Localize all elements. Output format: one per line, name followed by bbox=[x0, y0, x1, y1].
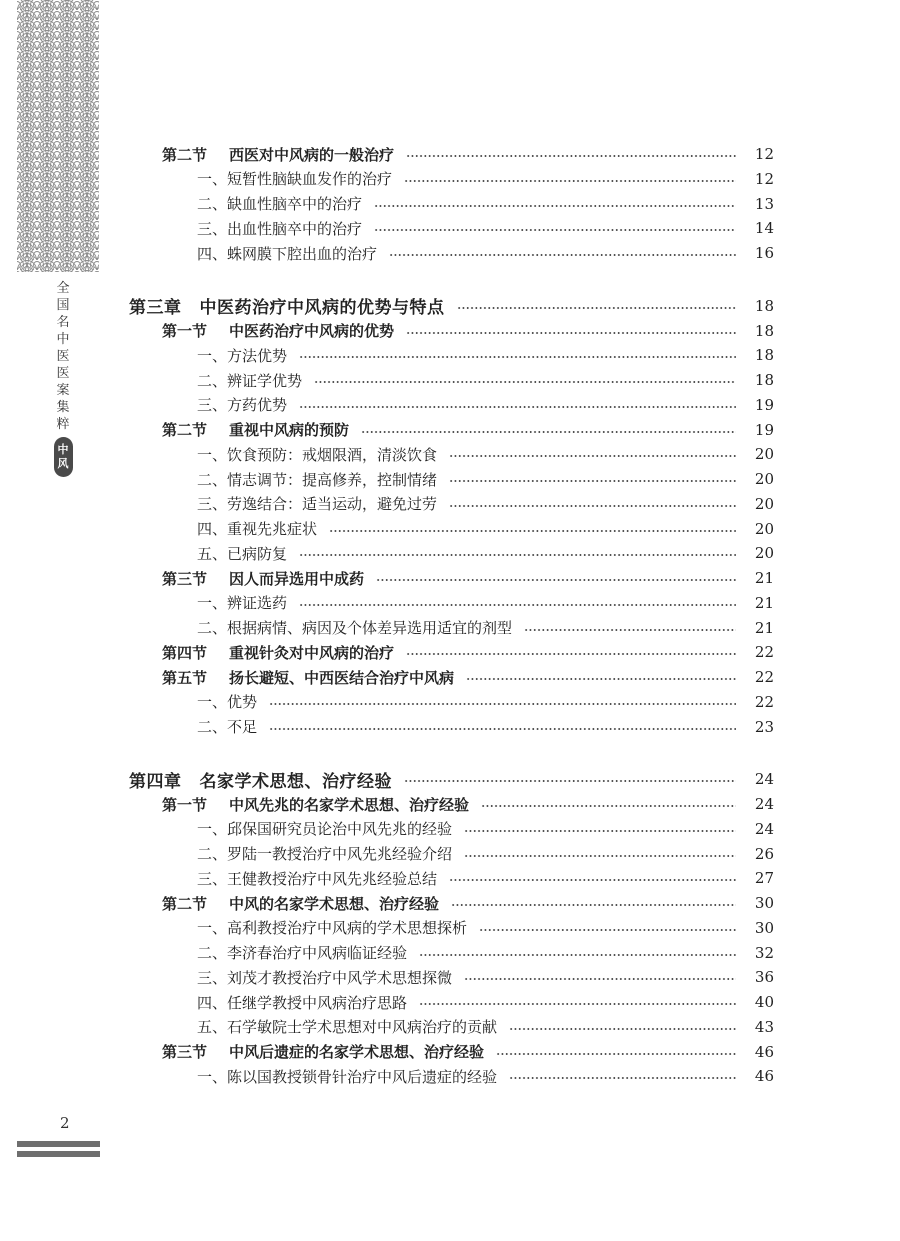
toc-entry-label bbox=[0, 917, 467, 938]
dot-leader bbox=[449, 505, 736, 507]
page-number: 2 bbox=[60, 1114, 70, 1132]
toc-page-number: 12 bbox=[754, 145, 774, 163]
dot-leader bbox=[496, 1053, 736, 1055]
toc-entry-title: 中风先兆的名家学术思想、治疗经验 bbox=[229, 795, 470, 814]
toc-page-number: 36 bbox=[754, 968, 774, 987]
toc-entry-title: 三、刘茂才教授治疗中风学术思想探微 bbox=[197, 968, 453, 987]
toc-entry-label bbox=[0, 243, 377, 264]
toc-entry-label bbox=[0, 293, 445, 318]
dot-leader bbox=[464, 978, 736, 980]
toc-entry-title: 重视中风病的预防 bbox=[229, 421, 350, 439]
toc-entry-number: 第四节 bbox=[162, 643, 208, 662]
series-title-char: 医 bbox=[56, 366, 70, 381]
toc-entry-label bbox=[0, 868, 437, 889]
dot-leader bbox=[374, 229, 736, 231]
toc-page-number: 26 bbox=[754, 844, 774, 863]
toc-page-number: 16 bbox=[754, 244, 774, 262]
toc-section-entry[interactable] bbox=[0, 639, 900, 665]
dot-leader bbox=[299, 406, 736, 408]
toc-page-number: 32 bbox=[754, 943, 774, 962]
toc-chapter-entry[interactable] bbox=[0, 293, 900, 319]
toc-page-number: 18 bbox=[754, 321, 774, 340]
dot-leader bbox=[404, 180, 736, 182]
toc-entry-label bbox=[0, 592, 287, 613]
toc-entry-number: 第四章 bbox=[129, 771, 182, 792]
dot-leader bbox=[466, 678, 736, 680]
dot-leader bbox=[449, 480, 736, 482]
dot-leader bbox=[314, 381, 736, 383]
toc-entry-title: 重视针灸对中风病的治疗 bbox=[229, 643, 395, 662]
toc-entry-label bbox=[0, 843, 452, 864]
toc-entry-label bbox=[0, 444, 437, 465]
dot-leader bbox=[389, 254, 736, 256]
toc-entry-title: 一、陈以国教授锁骨针治疗中风后遗症的经验 bbox=[197, 1067, 498, 1086]
toc-entry-label bbox=[0, 518, 317, 539]
toc-entry-title: 三、王健教授治疗中风先兆经验总结 bbox=[197, 869, 438, 888]
toc-item-entry[interactable] bbox=[0, 964, 900, 990]
toc-page-number: 18 bbox=[754, 296, 774, 315]
series-title-char: 集 bbox=[56, 400, 70, 415]
toc-entry-number: 第一节 bbox=[162, 322, 208, 340]
toc-entry-title: 四、蛛网膜下腔出血的治疗 bbox=[197, 244, 378, 263]
toc-entry-label bbox=[0, 1016, 497, 1037]
toc-entry-title: 二、罗陆一教授治疗中风先兆经验介绍 bbox=[197, 845, 453, 863]
toc-section-entry[interactable] bbox=[0, 417, 900, 443]
toc-entry-title: 一、饮食预防：戒烟限酒，清淡饮食 bbox=[197, 445, 438, 464]
toc-section-entry[interactable] bbox=[0, 141, 900, 167]
dot-leader bbox=[406, 653, 736, 655]
toc-entry-label bbox=[0, 967, 452, 988]
toc-entry-label bbox=[0, 767, 392, 792]
toc-entry-title: 四、重视先兆症状 bbox=[197, 520, 318, 538]
toc-page-number: 14 bbox=[754, 219, 774, 238]
toc-entry-label bbox=[0, 691, 257, 712]
toc-entry-title: 一、辨证选药 bbox=[197, 594, 288, 613]
toc-section-entry[interactable] bbox=[0, 1039, 900, 1065]
toc-entry-number: 第三节 bbox=[162, 1043, 208, 1061]
toc-item-entry[interactable] bbox=[0, 915, 900, 941]
toc-entry-label bbox=[0, 818, 452, 839]
dot-leader bbox=[419, 954, 736, 956]
toc-item-entry[interactable] bbox=[0, 989, 900, 1015]
toc-entry-number: 第三节 bbox=[162, 569, 208, 588]
toc-item-entry[interactable] bbox=[0, 392, 900, 418]
toc-chapter-entry[interactable] bbox=[0, 766, 900, 792]
toc-page-number: 24 bbox=[754, 819, 774, 838]
series-badge-char: 风 bbox=[57, 457, 69, 470]
dot-leader bbox=[464, 830, 736, 832]
toc-item-entry[interactable] bbox=[0, 940, 900, 966]
toc-entry-label bbox=[0, 218, 362, 239]
toc-entry-title: 一、方法优势 bbox=[197, 346, 288, 365]
toc-entry-label bbox=[0, 642, 394, 663]
toc-page-number: 40 bbox=[754, 993, 774, 1011]
toc-item-entry[interactable] bbox=[0, 1014, 900, 1040]
dot-leader bbox=[457, 307, 737, 309]
toc-entry-label bbox=[0, 345, 287, 366]
dot-leader bbox=[451, 904, 736, 906]
toc-section-entry[interactable] bbox=[0, 791, 900, 817]
series-title-char: 医 bbox=[56, 349, 70, 364]
dot-leader bbox=[299, 356, 736, 358]
toc-entry-title: 二、辨证学优势 bbox=[197, 371, 303, 390]
toc-entry-label bbox=[0, 144, 394, 165]
toc-item-entry[interactable] bbox=[0, 166, 900, 192]
toc-page-number: 13 bbox=[754, 194, 774, 213]
toc-entry-title: 二、情志调节：提高修养，控制情绪 bbox=[197, 470, 438, 489]
dot-leader bbox=[509, 1077, 736, 1079]
toc-page-number: 30 bbox=[754, 918, 774, 937]
toc-entry-number: 第三章 bbox=[129, 298, 182, 319]
toc-page-number: 43 bbox=[754, 1017, 774, 1036]
toc-section-entry[interactable] bbox=[0, 890, 900, 916]
toc-page-number: 19 bbox=[754, 420, 774, 439]
toc-entry-label bbox=[0, 543, 287, 564]
dot-leader bbox=[419, 1003, 736, 1005]
toc-entry-number: 第二节 bbox=[162, 894, 208, 913]
toc-entry-label bbox=[0, 419, 349, 440]
toc-page-number: 19 bbox=[754, 395, 774, 414]
toc-entry-title: 五、已病防复 bbox=[197, 544, 288, 563]
toc-item-entry[interactable] bbox=[0, 816, 900, 842]
toc-entry-title: 西医对中风病的一般治疗 bbox=[229, 145, 395, 164]
toc-item-entry[interactable] bbox=[0, 590, 900, 616]
toc-page-number: 21 bbox=[754, 618, 774, 637]
toc-page-number: 22 bbox=[754, 692, 774, 711]
toc-entry-title: 三、出血性脑卒中的治疗 bbox=[197, 219, 363, 238]
toc-entry-label bbox=[0, 493, 437, 514]
dot-leader bbox=[509, 1028, 736, 1030]
dot-leader bbox=[464, 855, 736, 857]
toc-page-number: 12 bbox=[754, 169, 774, 188]
toc-entry-number: 第五节 bbox=[162, 668, 208, 687]
toc-page-number: 21 bbox=[754, 569, 774, 587]
dot-leader bbox=[299, 554, 736, 556]
toc-page-number: 30 bbox=[754, 894, 774, 912]
toc-entry-label bbox=[0, 320, 394, 341]
toc-entry-title: 二、李济春治疗中风病临证经验 bbox=[197, 944, 408, 962]
toc-item-entry[interactable] bbox=[0, 215, 900, 241]
dot-leader bbox=[404, 780, 736, 782]
series-title-char: 全 bbox=[56, 281, 70, 296]
toc-page-number: 20 bbox=[754, 494, 774, 513]
toc-entry-label bbox=[0, 568, 364, 589]
toc-item-entry[interactable] bbox=[0, 865, 900, 891]
dot-leader bbox=[479, 929, 736, 931]
toc-item-entry[interactable] bbox=[0, 516, 900, 542]
toc-page-number: 18 bbox=[754, 371, 774, 389]
toc-entry-label bbox=[0, 370, 302, 391]
toc-entry-title: 一、短暂性脑缺血发作的治疗 bbox=[197, 170, 393, 189]
series-title-char: 国 bbox=[56, 298, 70, 313]
dot-leader bbox=[269, 703, 736, 705]
dot-leader bbox=[329, 530, 736, 532]
toc-page-number: 18 bbox=[754, 346, 774, 365]
dot-leader bbox=[524, 629, 736, 631]
dot-leader bbox=[449, 879, 736, 881]
dot-leader bbox=[299, 604, 736, 606]
footer-decoration-bars bbox=[17, 1141, 100, 1157]
toc-section-entry[interactable] bbox=[0, 318, 900, 344]
toc-item-entry[interactable] bbox=[0, 714, 900, 740]
series-title-char: 名 bbox=[56, 315, 70, 330]
toc-item-entry[interactable] bbox=[0, 466, 900, 492]
toc-page-number: 20 bbox=[754, 470, 774, 488]
toc-entry-title: 中医药治疗中风病的优势与特点 bbox=[199, 298, 445, 319]
toc-entry-title: 扬长避短、中西医结合治疗中风病 bbox=[229, 668, 455, 687]
toc-entry-title: 三、劳逸结合：适当运动，避免过劳 bbox=[197, 495, 438, 514]
toc-page-number: 22 bbox=[754, 643, 774, 662]
toc-entry-label bbox=[0, 617, 512, 638]
toc-item-entry[interactable] bbox=[0, 240, 900, 266]
toc-entry-title: 五、石学敏院士学术思想对中风病治疗的贡献 bbox=[197, 1018, 498, 1037]
toc-page-number: 46 bbox=[754, 1042, 774, 1061]
toc-item-entry[interactable] bbox=[0, 441, 900, 467]
toc-entry-title: 二、不足 bbox=[197, 718, 258, 736]
toc-entry-label bbox=[0, 942, 407, 963]
toc-entry-label bbox=[0, 1066, 497, 1087]
toc-section-entry[interactable] bbox=[0, 565, 900, 591]
toc-page-number: 20 bbox=[754, 544, 774, 563]
toc-entry-title: 二、根据病情、病因及个体差异选用适宜的剂型 bbox=[197, 619, 513, 637]
series-title-char: 案 bbox=[56, 383, 70, 398]
dot-leader bbox=[449, 455, 736, 457]
toc-entry-title: 中风后遗症的名家学术思想、治疗经验 bbox=[229, 1043, 485, 1061]
toc-entry-number: 第二节 bbox=[162, 145, 208, 164]
toc-page-number: 20 bbox=[754, 445, 774, 464]
toc-page-number: 24 bbox=[754, 770, 774, 789]
toc-page-number: 23 bbox=[754, 717, 774, 736]
toc-page-number: 46 bbox=[754, 1067, 774, 1086]
dot-leader bbox=[406, 155, 736, 157]
toc-entry-label bbox=[0, 893, 439, 914]
toc-entry-label bbox=[0, 469, 437, 490]
dot-leader bbox=[406, 332, 736, 334]
toc-entry-label bbox=[0, 394, 287, 415]
toc-page-number: 22 bbox=[754, 668, 774, 686]
dot-leader bbox=[361, 431, 736, 433]
toc-entry-label bbox=[0, 193, 362, 214]
toc-entry-number: 第二节 bbox=[162, 421, 208, 439]
toc-entry-label bbox=[0, 992, 407, 1013]
toc-item-entry[interactable] bbox=[0, 615, 900, 641]
series-badge-char: 中 bbox=[57, 443, 69, 456]
dot-leader bbox=[376, 579, 736, 581]
toc-page-number: 20 bbox=[754, 519, 774, 538]
dot-leader bbox=[481, 805, 736, 807]
toc-entry-number: 第一节 bbox=[162, 795, 208, 814]
toc-page-number: 21 bbox=[754, 593, 774, 612]
toc-entry-title: 中医药治疗中风病的优势 bbox=[229, 322, 395, 340]
toc-item-entry[interactable] bbox=[0, 841, 900, 867]
series-title-char: 粹 bbox=[56, 417, 70, 432]
toc-entry-title: 名家学术思想、治疗经验 bbox=[199, 771, 392, 792]
toc-entry-label bbox=[0, 1041, 484, 1062]
toc-item-entry[interactable] bbox=[0, 689, 900, 715]
toc-page-number: 24 bbox=[754, 795, 774, 813]
series-title-char: 中 bbox=[56, 332, 70, 347]
toc-entry-title: 一、高利教授治疗中风病的学术思想探析 bbox=[197, 919, 468, 938]
toc-entry-title: 中风的名家学术思想、治疗经验 bbox=[229, 894, 440, 913]
dot-leader bbox=[269, 728, 736, 730]
toc-entry-title: 二、缺血性脑卒中的治疗 bbox=[197, 195, 363, 213]
toc-entry-label bbox=[0, 168, 392, 189]
toc-entry-title: 因人而异选用中成药 bbox=[229, 569, 365, 588]
toc-item-entry[interactable] bbox=[0, 191, 900, 217]
toc-item-entry[interactable] bbox=[0, 342, 900, 368]
toc-page-number: 27 bbox=[754, 869, 774, 888]
dot-leader bbox=[374, 205, 736, 207]
toc-item-entry[interactable] bbox=[0, 491, 900, 517]
toc-entry-title: 四、任继学教授中风病治疗思路 bbox=[197, 993, 408, 1012]
toc-entry-title: 一、优势 bbox=[197, 693, 258, 712]
toc-entry-label bbox=[0, 794, 469, 815]
toc-item-entry[interactable] bbox=[0, 1063, 900, 1089]
toc-item-entry[interactable] bbox=[0, 540, 900, 566]
toc-section-entry[interactable] bbox=[0, 664, 900, 690]
toc-entry-title: 三、方药优势 bbox=[197, 396, 288, 415]
toc-entry-label bbox=[0, 716, 257, 737]
toc-entry-title: 一、邱保国研究员论治中风先兆的经验 bbox=[197, 820, 453, 839]
toc-item-entry[interactable] bbox=[0, 367, 900, 393]
toc-entry-label bbox=[0, 667, 454, 688]
